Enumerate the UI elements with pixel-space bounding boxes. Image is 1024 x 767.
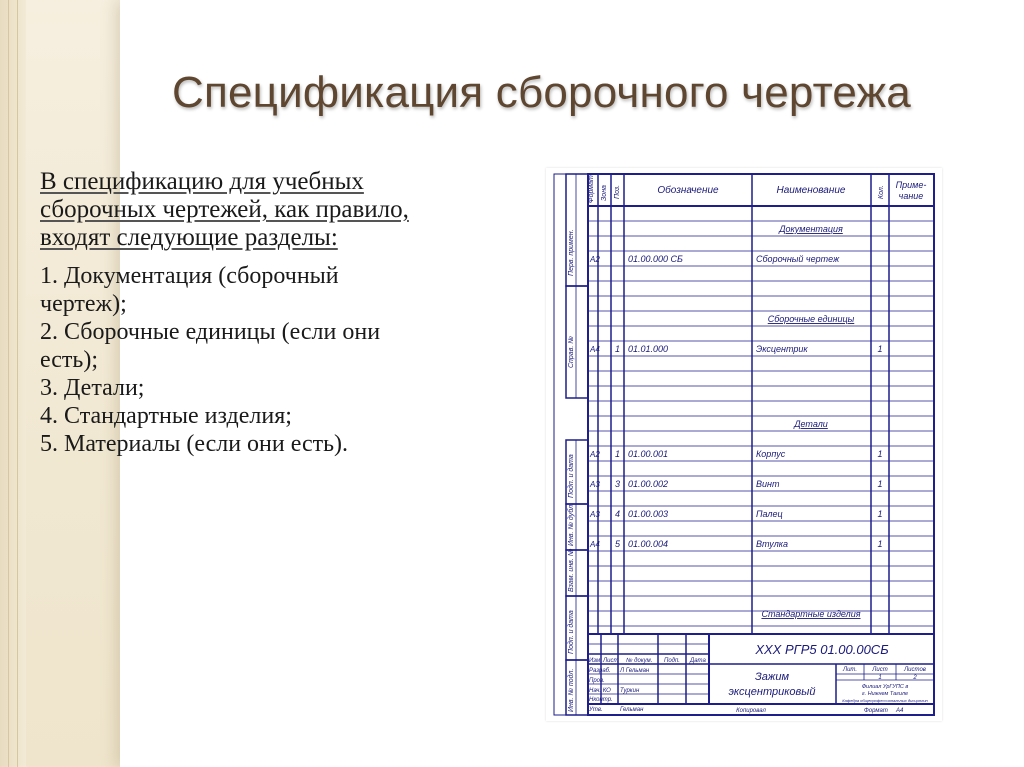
row-name: Корпус: [756, 449, 786, 459]
utv-name: Гельман: [620, 707, 644, 713]
utv-label: Утв.: [589, 707, 603, 713]
list-label: Лист: [872, 667, 888, 673]
slide-title: Спецификация сборочного чертежа: [172, 68, 911, 117]
org-line: Филиал УрГУПС в: [861, 684, 909, 690]
header-note: чание: [898, 191, 924, 201]
specification-drawing: [546, 168, 942, 721]
format-value: А4: [896, 708, 904, 714]
row-designation: 01.00.003: [628, 509, 669, 519]
col-doc: № докум.: [626, 658, 653, 664]
side-label: Инв. № дубл.: [568, 502, 575, 546]
org-line: Кафедра общепрофессиональных дисциплин: [842, 698, 928, 703]
row-qty: 1: [877, 539, 883, 549]
copied-label: Копировал: [736, 708, 766, 714]
decorative-stripe: [8, 0, 9, 767]
side-label: Взам. инв. №: [568, 548, 575, 592]
section-line: есть);: [40, 347, 98, 373]
header-format: Формат: [588, 175, 595, 203]
razrab-label: Разраб.: [589, 668, 611, 674]
section-line: 1. Документация (сборочный: [40, 263, 339, 289]
row-format: А4: [590, 540, 600, 549]
side-label: Справ. №: [568, 336, 575, 368]
row-format: А4: [590, 345, 600, 354]
listov-label: Листов: [904, 667, 926, 673]
col-date: Дата: [690, 658, 706, 664]
row-name: Винт: [756, 479, 780, 489]
col-list: Лист: [603, 658, 619, 664]
product-name: Зажим: [754, 671, 790, 683]
section-line: 5. Материалы (если они есть).: [40, 431, 349, 457]
row-pos: 1: [615, 449, 621, 459]
nkontr-label: Нач. КО: [589, 688, 611, 694]
row-pos: 1: [615, 344, 621, 354]
side-label: Инв. № подл.: [568, 668, 575, 712]
section-line: 4. Стандартные изделия;: [40, 403, 292, 429]
row-designation: 01.00.004: [628, 539, 669, 549]
section-title: Детали: [794, 419, 828, 429]
sections-list: [40, 262, 480, 458]
row-designation: 01.00.002: [628, 479, 669, 489]
side-label: Подп. и дата: [568, 454, 575, 498]
row-qty: 1: [877, 449, 883, 459]
row-format: А2: [590, 450, 600, 459]
header-designation: Обозначение: [657, 185, 719, 196]
intro-line: сборочных чертежей, как правило,: [40, 196, 409, 223]
row-name: Сборочный чертеж: [756, 254, 840, 264]
section-title: Стандартные изделия: [761, 609, 861, 619]
nkontr-name: Туркин: [620, 688, 640, 694]
nkontr2-label: Нконтр.: [589, 697, 613, 703]
row-format: А2: [590, 255, 600, 264]
header-qty: Кол.: [878, 185, 885, 199]
row-format: А3: [590, 510, 600, 519]
product-name: эксцентриковый: [728, 686, 816, 698]
row-designation: 01.00.000 СБ: [628, 254, 683, 264]
row-pos: 4: [615, 509, 621, 519]
header-note: Приме-: [895, 180, 927, 190]
row-designation: 01.01.000: [628, 344, 669, 354]
slide-body: [40, 168, 480, 458]
section-line: 2. Сборочные единицы (если они: [40, 319, 381, 345]
side-label: Подп. и дата: [568, 610, 575, 654]
drawing-code: ХХХ РГР5 01.00.00СБ: [755, 642, 889, 657]
spec-sheet-svg: [546, 168, 942, 721]
list-value: 1: [878, 675, 882, 681]
row-qty: 1: [877, 479, 883, 489]
section-title: Документация: [779, 224, 843, 234]
header-pos: Поз.: [614, 184, 621, 199]
intro-paragraph: [40, 168, 480, 252]
lit-label: Лит.: [842, 667, 858, 673]
row-name: Палец: [756, 509, 783, 519]
prov-label: Пров.: [589, 678, 605, 684]
header-name: Наименование: [776, 185, 846, 196]
side-label: Перв. примен.: [568, 229, 575, 276]
section-line: чертеж);: [40, 291, 127, 317]
col-sign: Подп.: [664, 658, 680, 664]
intro-line: входят следующие разделы:: [40, 224, 338, 251]
row-name: Эксцентрик: [756, 344, 808, 354]
format-label: Формат: [864, 708, 888, 714]
listov-value: 2: [913, 675, 917, 681]
row-format: А3: [590, 480, 600, 489]
decorative-band: [0, 0, 26, 767]
row-designation: 01.00.001: [628, 449, 669, 459]
row-qty: 1: [877, 509, 883, 519]
org-line: г. Нижнем Тагиле: [861, 691, 909, 697]
section-line: 3. Детали;: [40, 375, 145, 401]
row-pos: 5: [615, 539, 621, 549]
row-name: Втулка: [756, 539, 789, 549]
header-zone: Зона: [601, 185, 608, 201]
row-qty: 1: [877, 344, 883, 354]
razrab-name: Л Гельман: [620, 668, 650, 674]
section-title: Сборочные единицы: [767, 314, 855, 324]
row-pos: 3: [615, 479, 621, 489]
intro-line: В спецификацию для учебных: [40, 168, 364, 195]
col-izm: Изм: [589, 658, 601, 664]
decorative-stripe: [17, 0, 18, 767]
